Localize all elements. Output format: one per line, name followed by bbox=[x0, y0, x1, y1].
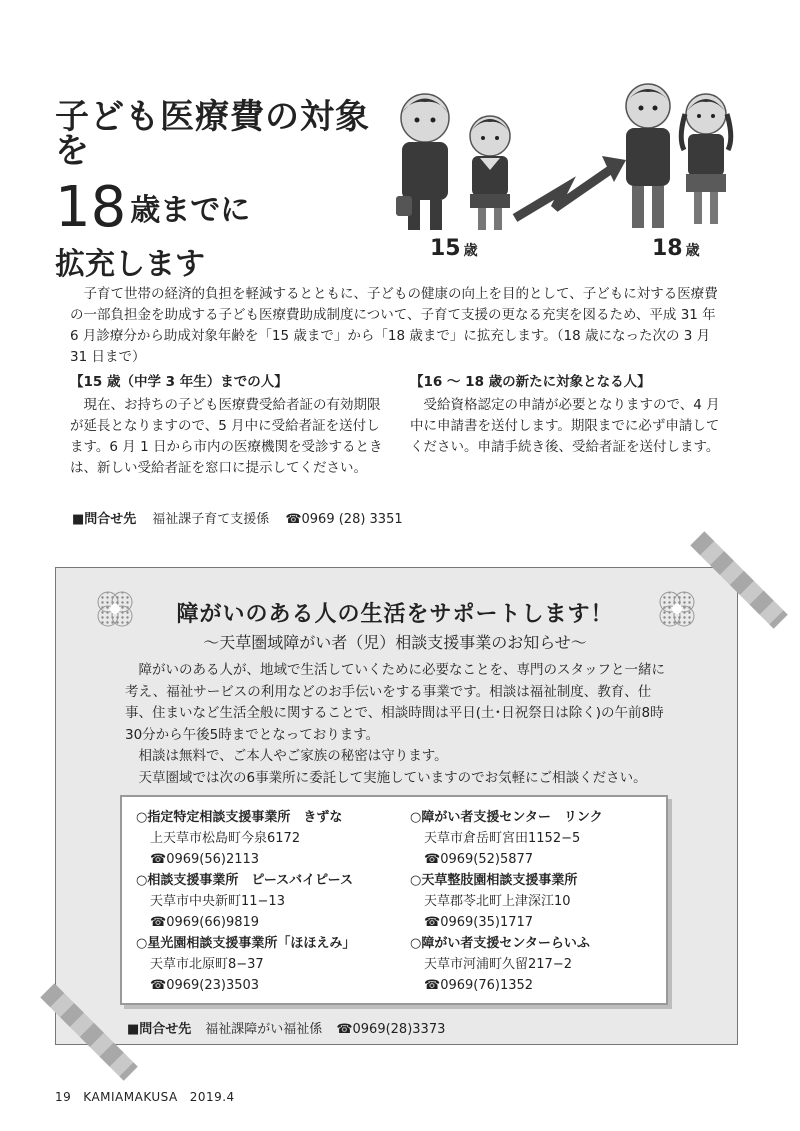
contact-dept: 福祉課子育て支援係 bbox=[152, 512, 270, 527]
age-16-18-body: 受給資格認定の申請が必要となりますので、4 月中に申請書を送付します。期限までに必ず申請してください。申請手続き後、受給者証を送付します。 bbox=[410, 397, 720, 455]
title-line2-rest: 歳までに bbox=[130, 193, 251, 228]
section2-contact bbox=[127, 1018, 445, 1037]
contact-label: ■問合せ先 bbox=[127, 1022, 192, 1037]
clover-icon bbox=[652, 585, 702, 635]
boy-18-figure bbox=[626, 84, 670, 228]
contact-label: ■問合せ先 bbox=[72, 512, 137, 527]
office-item: ○星光園相談支援事業所「ほほえみ」 天草市北原町8−37 ☎0969(23)3503 bbox=[136, 936, 356, 993]
office-item: ○相談支援事業所 ピースバイピース 天草市中央新町11−13 ☎0969(66)9819 bbox=[136, 873, 354, 930]
contact-tel: ☎0969 (28) 3351 bbox=[285, 512, 403, 527]
office-item: ○天草整肢園相談支援事業所 天草郡苓北町上津深江10 ☎0969(35)1717 bbox=[410, 873, 578, 930]
support-title: 障がいのある人の生活をサポートします！ bbox=[176, 602, 614, 627]
age-16-18-column bbox=[410, 372, 726, 458]
section1-intro: 子育て世帯の経済的負担を軽減するとともに、子どもの健康の向上を目的として、子どもに対する医療費の一部負担金を助成する子ども医療費助成制度について、子育て支援の更なる充実を図るため、平成 31 年 6 月診療分から助成対象年齢を「15 歳まで」から「18 歳まで」に拡充します。（18 歳になった次の 3 月 31 日まで） bbox=[70, 286, 718, 365]
contact-dept: 福祉課障がい福祉係 bbox=[205, 1022, 323, 1037]
title-line1: 子ども医療費の対象を bbox=[55, 97, 370, 171]
office-item: ○障がい者支援センター リンク 天草市倉岳町宮田1152−5 ☎0969(52)5877 bbox=[410, 810, 603, 867]
support-paragraph: 天草圏域では次の6事業所に委託して実施していますのでお気軽にご相談ください。 bbox=[138, 769, 647, 786]
under-15-column bbox=[70, 372, 386, 479]
title-line3: 拡充します bbox=[55, 247, 205, 282]
magazine-name: KAMIAMAKUSA bbox=[83, 1090, 178, 1104]
children-figures-graphic bbox=[380, 78, 740, 238]
issue-date: 2019.4 bbox=[189, 1090, 235, 1104]
under-15-body: 現在、お持ちの子ども医療費受給者証の有効期限が延長となりますので、5 月中に受給者証を送付します。6 月 1 日から市内の医療機関を受診するときは、新しい受給者証を窓口に提示してください。 bbox=[70, 397, 383, 476]
section1-title bbox=[55, 97, 385, 282]
title-line2 bbox=[55, 175, 385, 240]
office-list-box bbox=[120, 795, 668, 1005]
age-18-label: 18 歳 bbox=[652, 236, 700, 261]
support-body bbox=[125, 660, 670, 789]
section1-contact bbox=[72, 508, 403, 527]
boy-15-figure bbox=[396, 94, 449, 230]
children-illustration bbox=[380, 78, 740, 268]
contact-tel: ☎0969(28)3373 bbox=[336, 1022, 446, 1037]
girl-15-figure bbox=[470, 116, 510, 230]
upward-zigzag-arrow-icon bbox=[515, 156, 626, 218]
clover-icon bbox=[90, 585, 140, 635]
office-item: ○指定特定相談支援事業所 きずな 上天草市松島町今泉6172 ☎0969(56)2113 bbox=[136, 810, 343, 867]
support-paragraph: 障がいのある人が、地域で生活していくために必要なことを、専門のスタッフと一緒に考え、福祉サービスの利用などのお手伝いをする事業です。相談は福祉制度、教育、仕事、住まいなど生活全般に関することで、相談時間は平日(土･日祝祭日は除く)の午前8時30分から午後5時までとなっております。 bbox=[125, 662, 665, 743]
age-15-label: 15 歳 bbox=[430, 236, 478, 261]
under-15-heading: 【15 歳（中学 3 年生）までの人】 bbox=[70, 374, 288, 390]
support-paragraph: 相談は無料で、ご本人やご家族の秘密は守ります。 bbox=[138, 748, 448, 764]
support-subtitle: ～天草圏域障がい者（児）相談支援事業のお知らせ～ bbox=[203, 633, 587, 652]
title-age-number: 18 bbox=[55, 175, 127, 240]
page-footer bbox=[55, 1090, 235, 1104]
page-number: 19 bbox=[55, 1090, 72, 1104]
office-item: ○障がい者支援センターらいふ 天草市河浦町久留217−2 ☎0969(76)1352 bbox=[410, 936, 590, 993]
girl-18-figure bbox=[681, 94, 731, 224]
age-16-18-heading: 【16 ～ 18 歳の新たに対象となる人】 bbox=[410, 374, 651, 390]
